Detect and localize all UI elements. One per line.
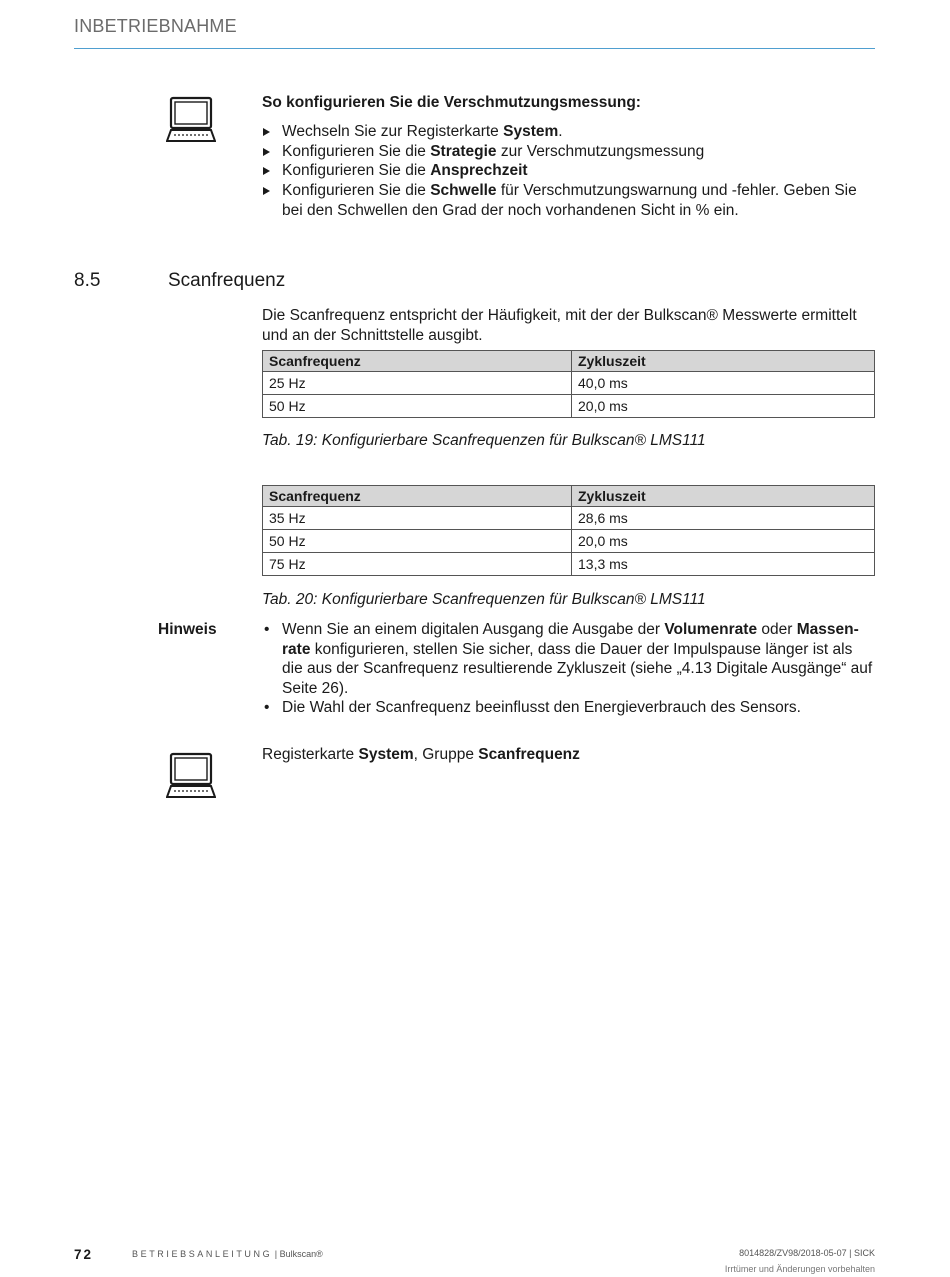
- section-intro: Die Scanfrequenz entspricht der Häufigkeit, mit der der Bulkscan® Messwerte ermittelt und an der Schnittstelle ausgibt.: [262, 307, 857, 344]
- procedure-heading: So konfigurieren Sie die Verschmutzungsmessung:: [262, 94, 641, 111]
- column-header: Zykluszeit: [572, 486, 875, 507]
- computer-icon: [166, 96, 216, 144]
- column-header: Zykluszeit: [572, 351, 875, 372]
- registration-hint: Registerkarte System, Gruppe Scanfrequenz: [262, 746, 580, 763]
- table-row: [263, 553, 875, 576]
- procedure-step: Konfigurieren Sie die Strategie zur Verschmutzungsmessung: [262, 142, 875, 162]
- table-cell: 13,3 ms: [572, 553, 875, 576]
- page-number: 72: [74, 1247, 94, 1262]
- header-rule: [74, 48, 875, 49]
- table-header-row: [263, 486, 875, 507]
- procedure-steps: [262, 122, 875, 221]
- hint-list: [262, 620, 875, 718]
- table-cell: 40,0 ms: [572, 372, 875, 395]
- table-row: [263, 372, 875, 395]
- table-row: [263, 507, 875, 530]
- triangle-bullet-icon: [263, 148, 270, 156]
- table-caption: Tab. 19: Konfigurierbare Scanfrequenzen für Bulkscan® LMS111: [262, 432, 706, 449]
- triangle-bullet-icon: [263, 128, 270, 136]
- procedure-step: Wechseln Sie zur Registerkarte System.: [262, 122, 875, 142]
- column-header: Scanfrequenz: [263, 486, 572, 507]
- running-header-title: INBETRIEBNAHME: [74, 16, 237, 36]
- scanfrequency-table-20: [262, 485, 875, 576]
- computer-icon: [166, 752, 216, 800]
- hint-item: • Wenn Sie an einem digitalen Ausgang die Ausgabe der Volumenrate oder Massen- rate konfigurieren, stellen Sie sicher, dass die Dauer der Impulspause länger ist als die aus der Scanfrequenz resultierende Zykluszeit (siehe „4.13 Digitale Ausgänge“ auf Seite 26).: [264, 621, 873, 697]
- table-cell: 20,0 ms: [572, 530, 875, 553]
- scanfrequency-table-19: [262, 350, 875, 418]
- table-cell: 50 Hz: [263, 530, 572, 553]
- column-header: Scanfrequenz: [263, 351, 572, 372]
- triangle-bullet-icon: [263, 167, 270, 175]
- footer-disclaimer: Irrtümer und Änderungen vorbehalten: [724, 1264, 875, 1274]
- table-cell: 28,6 ms: [572, 507, 875, 530]
- table-row: [263, 530, 875, 553]
- procedure-step: Konfigurieren Sie die Ansprechzeit: [262, 161, 875, 181]
- procedure-step: Konfigurieren Sie die Schwelle für Verschmutzungswarnung und -fehler. Geben Sie bei den Schwellen den Grad der noch vorhandenen Sicht in % ein.: [262, 181, 875, 220]
- footer-document: BETRIEBSANLEITUNG | Bulkscan®: [132, 1249, 323, 1259]
- table-cell: 35 Hz: [263, 507, 572, 530]
- hint-label: Hinweis: [158, 621, 217, 638]
- bullet-icon: •: [264, 621, 270, 638]
- hint-item: • Die Wahl der Scanfrequenz beeinflusst den Energieverbrauch des Sensors.: [264, 699, 801, 716]
- footer-doc-id: 8014828/ZV98/2018-05-07 | SICK: [739, 1248, 875, 1258]
- table-header-row: [263, 351, 875, 372]
- section-number: 8.5: [74, 270, 101, 291]
- table-caption: Tab. 20: Konfigurierbare Scanfrequenzen für Bulkscan® LMS111: [262, 591, 706, 608]
- table-cell: 20,0 ms: [572, 395, 875, 418]
- table-cell: 25 Hz: [263, 372, 572, 395]
- triangle-bullet-icon: [263, 187, 270, 195]
- table-cell: 75 Hz: [263, 553, 572, 576]
- table-cell: 50 Hz: [263, 395, 572, 418]
- section-title: Scanfrequenz: [168, 270, 286, 291]
- bullet-icon: •: [264, 699, 270, 716]
- table-row: [263, 395, 875, 418]
